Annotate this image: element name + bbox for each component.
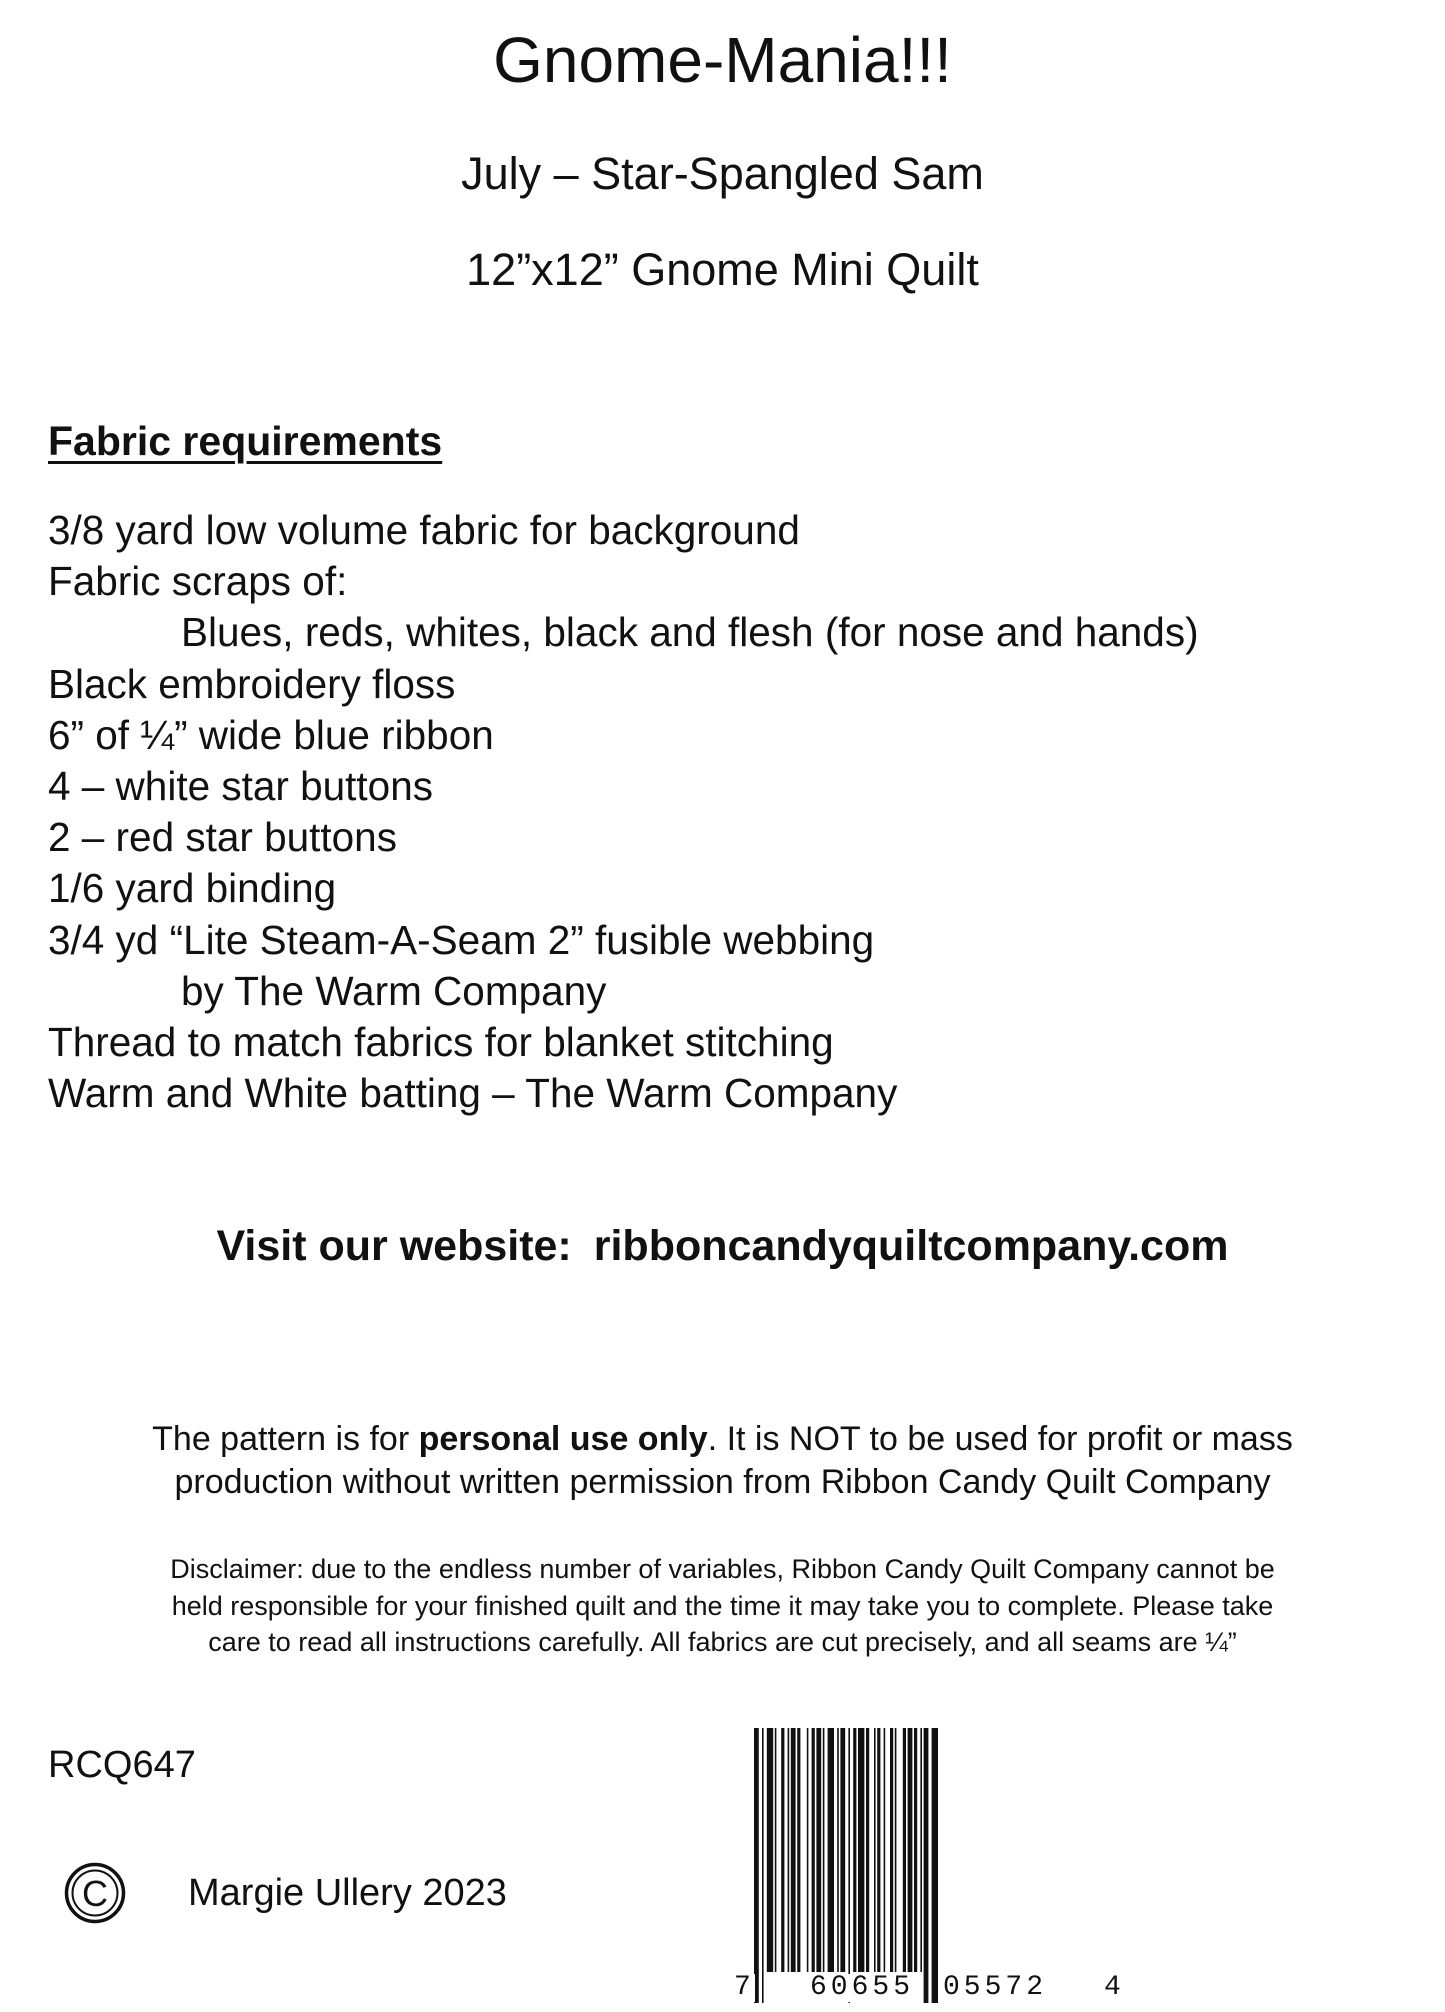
barcode-bar: [788, 1728, 790, 1972]
list-item: 2 – red star buttons: [48, 814, 397, 861]
barcode-bar: [858, 1728, 864, 1972]
barcode-bar: [903, 1728, 906, 1972]
list-item: 3/8 yard low volume fabric for background: [48, 507, 800, 553]
barcode-bar: [924, 1728, 929, 2003]
disclaimer-line-2: held responsible for your finished quilt and the time it may take you to complete. Please take: [171, 1590, 1274, 1621]
barcode-bar: [754, 1728, 759, 2003]
notice-line-1: [0, 1418, 1445, 1461]
barcode-bar: [781, 1728, 784, 1972]
list-item: by The Warm Company: [181, 967, 607, 1014]
copyright-icon: [64, 1862, 126, 1924]
pattern-code: RCQ647: [48, 1744, 196, 1786]
barcode-bar: [812, 1728, 815, 1972]
notice-text: . It is NOT to be used for profit or mass: [707, 1420, 1293, 1458]
barcode-digit: 4: [1104, 1972, 1125, 2003]
fabric-requirements-heading: Fabric requirements: [48, 418, 443, 464]
barcode-bar: [853, 1728, 856, 1972]
subtitle-month: July – Star-Spangled Sam: [461, 148, 984, 199]
barcode-bar: [908, 1728, 913, 1972]
list-item: 1/6 yard binding: [48, 865, 337, 912]
barcode-bar: [884, 1728, 886, 1972]
barcode-bar: [914, 1728, 917, 1972]
barcode: [734, 1728, 1125, 2003]
page-title: Gnome-Mania!!!: [493, 24, 952, 96]
notice-emphasis: personal use only: [418, 1420, 708, 1458]
list-item: Warm and White batting – The Warm Company: [48, 1070, 898, 1117]
barcode-bars: [750, 1728, 1120, 2003]
barcode-bar: [890, 1728, 893, 1972]
barcode-bar: [816, 1728, 821, 1972]
barcode-bar: [877, 1728, 880, 1972]
list-item: 4 – white star buttons: [48, 763, 433, 810]
barcode-bar: [823, 1728, 825, 1972]
barcode-bar: [837, 1728, 839, 1972]
notice-text: The pattern is for: [152, 1420, 419, 1458]
website-label: Visit our website:: [216, 1222, 572, 1270]
usage-notice: [0, 1418, 1445, 1504]
copyright-letter: C: [82, 1873, 108, 1914]
requirements-list: [48, 505, 1199, 1119]
barcode-bar: [791, 1728, 796, 1972]
designer-credit: Margie Ullery 2023: [188, 1872, 507, 1914]
subtitle-size: 12”x12” Gnome Mini Quilt: [466, 244, 979, 295]
barcode-bar: [840, 1728, 845, 1972]
barcode-bar: [762, 1728, 764, 2003]
barcode-bar: [895, 1728, 897, 1972]
barcode-digit: 7: [734, 1972, 755, 2003]
notice-line-2: production without written permission from Ribbon Candy Quilt Company: [174, 1463, 1271, 1501]
list-item: 3/4 yd “Lite Steam-A-Seam 2” fusible webbing: [48, 916, 875, 963]
website-line: [0, 1222, 1445, 1270]
barcode-bar: [866, 1728, 869, 1972]
list-item: Blues, reds, whites, black and flesh (for nose and hands): [181, 609, 1199, 656]
barcode-bar: [874, 1728, 876, 1972]
barcode-bar: [828, 1728, 834, 1972]
list-item: 6” of ¼” wide blue ribbon: [48, 711, 494, 758]
barcode-bar: [767, 1728, 773, 1972]
barcode-bar: [797, 1728, 800, 1972]
barcode-bar: [775, 1728, 777, 1972]
barcode-bar: [807, 1728, 809, 1972]
website-link[interactable]: ribboncandyquiltcompany.com: [593, 1222, 1229, 1270]
barcode-digit-group: 05572: [943, 1972, 1048, 2003]
list-item: Fabric scraps of:: [48, 558, 348, 605]
barcode-bar: [932, 1728, 938, 2003]
list-item: Thread to match fabrics for blanket stitching: [48, 1019, 834, 1066]
disclaimer-line-1: Disclaimer: due to the endless number of variables, Ribbon Candy Quilt Company cannot be: [170, 1554, 1275, 1584]
disclaimer-line-3: care to read all instructions carefully. All fabrics are cut precisely, and all seams are ¼”: [208, 1627, 1237, 1657]
barcode-digit-group: 60655: [810, 1972, 915, 2003]
barcode-bar: [920, 1728, 922, 1972]
list-item: Black embroidery floss: [48, 660, 456, 707]
barcode-bar: [848, 1728, 850, 2003]
disclaimer: [0, 1551, 1445, 1661]
